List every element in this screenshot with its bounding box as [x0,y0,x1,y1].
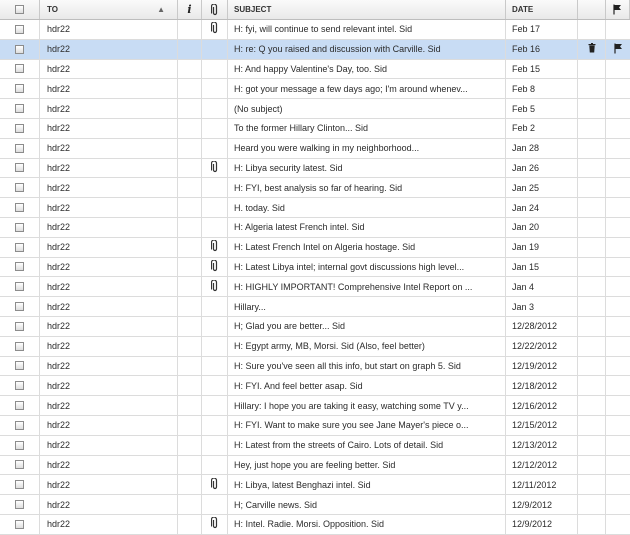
message-delete-cell [578,159,606,178]
message-date: Jan 26 [506,159,578,178]
message-info-cell [178,456,202,475]
message-date: Jan 3 [506,297,578,316]
message-date: 12/11/2012 [506,475,578,494]
message-attachment-cell [202,475,228,494]
message-delete-cell [578,357,606,376]
paperclip-icon [211,478,219,492]
message-flag-cell[interactable] [606,79,630,98]
message-delete-cell [578,337,606,356]
message-subject[interactable]: H: FYI, best analysis so far of hearing. Sid [228,178,506,197]
message-date: Jan 20 [506,218,578,237]
row-select-cell[interactable] [0,218,40,237]
message-subject[interactable]: H: Libya, latest Benghazi intel. Sid [228,475,506,494]
message-delete-cell [578,297,606,316]
message-attachment-cell [202,238,228,257]
message-row[interactable] [0,139,630,159]
message-flag-cell[interactable] [606,495,630,514]
message-attachment-cell [202,60,228,79]
message-attachment-cell [202,416,228,435]
row-checkbox[interactable] [15,203,24,212]
message-flag-cell[interactable] [606,238,630,257]
message-to: hdr22 [40,515,178,534]
row-select-cell[interactable] [0,20,40,39]
message-subject[interactable]: H: Sure you've seen all this info, but start on graph 5. Sid [228,357,506,376]
message-date: 12/16/2012 [506,396,578,415]
trash-icon[interactable] [588,43,596,55]
message-row[interactable] [0,79,630,99]
row-checkbox[interactable] [15,441,24,450]
message-row[interactable] [0,218,630,238]
select-all-cell[interactable] [0,0,40,19]
message-subject[interactable]: H: got your message a few days ago; I'm around whenev... [228,79,506,98]
row-checkbox[interactable] [15,282,24,291]
message-delete-cell [578,20,606,39]
message-row[interactable] [0,60,630,80]
message-date: 12/12/2012 [506,456,578,475]
message-attachment-cell [202,40,228,59]
message-row[interactable] [0,297,630,317]
message-attachment-cell [202,258,228,277]
message-info-cell [178,60,202,79]
message-info-cell [178,337,202,356]
info-icon: i [187,3,192,16]
row-select-cell[interactable] [0,436,40,455]
row-checkbox[interactable] [15,342,24,351]
message-rows [0,20,630,535]
message-subject[interactable]: H: Latest Libya intel; internal govt discussions high level... [228,258,506,277]
column-header-row [0,0,630,20]
message-flag-cell[interactable] [606,178,630,197]
message-delete-cell [578,238,606,257]
message-to: hdr22 [40,456,178,475]
message-attachment-cell [202,376,228,395]
message-delete-cell [578,475,606,494]
row-select-cell[interactable] [0,317,40,336]
message-flag-cell[interactable] [606,218,630,237]
message-info-cell [178,79,202,98]
column-header-to-label: TO [47,5,58,14]
message-delete-cell [578,456,606,475]
row-select-cell[interactable] [0,396,40,415]
message-attachment-cell [202,99,228,118]
message-to: hdr22 [40,178,178,197]
message-delete-cell [578,495,606,514]
message-flag-cell[interactable] [606,60,630,79]
message-subject[interactable]: Hillary: I hope you are taking it easy, watching some TV y... [228,396,506,415]
row-select-cell[interactable] [0,277,40,296]
row-select-cell[interactable] [0,99,40,118]
message-subject[interactable]: H: FYI. And feel better asap. Sid [228,376,506,395]
message-flag-cell[interactable] [606,99,630,118]
row-checkbox[interactable] [15,183,24,192]
message-subject[interactable]: H: Latest French Intel on Algeria hostage. Sid [228,238,506,257]
message-subject[interactable]: Hey, just hope you are feeling better. Sid [228,456,506,475]
column-header-subject-label: SUBJECT [234,5,272,14]
row-checkbox[interactable] [15,45,24,54]
message-flag-cell[interactable] [606,317,630,336]
message-subject[interactable]: H: Latest from the streets of Cairo. Lots of detail. Sid [228,436,506,455]
message-row[interactable] [0,337,630,357]
message-to: hdr22 [40,277,178,296]
message-info-cell [178,218,202,237]
message-flag-cell[interactable] [606,376,630,395]
message-to: hdr22 [40,396,178,415]
row-select-cell[interactable] [0,139,40,158]
column-header-info[interactable] [178,0,202,19]
message-attachment-cell [202,396,228,415]
message-info-cell [178,376,202,395]
column-header-to[interactable] [40,0,178,19]
row-checkbox[interactable] [15,124,24,133]
row-checkbox[interactable] [15,163,24,172]
message-info-cell [178,357,202,376]
row-checkbox[interactable] [15,84,24,93]
message-to: hdr22 [40,258,178,277]
message-to: hdr22 [40,238,178,257]
message-subject[interactable]: To the former Hillary Clinton... Sid [228,119,506,138]
row-checkbox[interactable] [15,25,24,34]
row-select-cell[interactable] [0,297,40,316]
message-attachment-cell [202,515,228,534]
message-row[interactable] [0,159,630,179]
column-header-flag[interactable] [606,0,630,19]
message-attachment-cell [202,119,228,138]
message-delete-cell [578,258,606,277]
message-date: Jan 28 [506,139,578,158]
paperclip-icon [211,22,219,36]
message-delete-cell [578,416,606,435]
paperclip-icon [211,240,219,254]
message-subject[interactable]: H. today. Sid [228,198,506,217]
message-row[interactable] [0,475,630,495]
message-subject[interactable]: Heard you were walking in my neighborhood... [228,139,506,158]
flag-icon[interactable] [614,43,623,56]
message-flag-cell[interactable] [606,456,630,475]
flag-icon [613,4,622,15]
message-subject[interactable]: Hillary... [228,297,506,316]
row-select-cell[interactable] [0,238,40,257]
paperclip-icon [211,280,219,294]
message-info-cell [178,40,202,59]
message-date: 12/13/2012 [506,436,578,455]
message-row[interactable] [0,178,630,198]
message-flag-cell[interactable] [606,416,630,435]
row-select-cell[interactable] [0,119,40,138]
message-date: 12/22/2012 [506,337,578,356]
message-delete-cell [578,178,606,197]
message-row[interactable] [0,456,630,476]
message-subject[interactable]: H: HIGHLY IMPORTANT! Comprehensive Intel Report on ... [228,277,506,296]
message-to: hdr22 [40,198,178,217]
message-attachment-cell [202,436,228,455]
message-info-cell [178,20,202,39]
row-select-cell[interactable] [0,60,40,79]
message-to: hdr22 [40,436,178,455]
message-info-cell [178,396,202,415]
message-subject[interactable]: H; Carville news. Sid [228,495,506,514]
message-info-cell [178,475,202,494]
message-date: Jan 24 [506,198,578,217]
message-to: hdr22 [40,99,178,118]
message-flag-cell[interactable] [606,297,630,316]
message-delete-cell [578,139,606,158]
row-checkbox[interactable] [15,500,24,509]
paperclip-icon [211,517,219,531]
message-date: 12/15/2012 [506,416,578,435]
row-select-cell[interactable] [0,198,40,217]
message-to: hdr22 [40,475,178,494]
message-info-cell [178,119,202,138]
message-flag-cell[interactable] [606,277,630,296]
row-select-cell[interactable] [0,159,40,178]
message-row[interactable] [0,20,630,40]
column-header-delete [578,0,606,19]
message-date: Jan 25 [506,178,578,197]
message-to: hdr22 [40,139,178,158]
message-row[interactable] [0,198,630,218]
message-subject[interactable]: H: Algeria latest French intel. Sid [228,218,506,237]
message-attachment-cell [202,277,228,296]
message-attachment-cell [202,20,228,39]
message-date: 12/9/2012 [506,495,578,514]
row-checkbox[interactable] [15,144,24,153]
message-flag-cell[interactable] [606,198,630,217]
message-to: hdr22 [40,159,178,178]
message-attachment-cell [202,297,228,316]
row-select-cell[interactable] [0,258,40,277]
message-row[interactable] [0,436,630,456]
message-attachment-cell [202,357,228,376]
message-date: 12/9/2012 [506,515,578,534]
row-select-cell[interactable] [0,456,40,475]
message-row[interactable] [0,99,630,119]
message-info-cell [178,436,202,455]
message-delete-cell [578,99,606,118]
message-date: Feb 17 [506,20,578,39]
row-checkbox[interactable] [15,322,24,331]
message-subject[interactable]: H: Egypt army, MB, Morsi. Sid (Also, feel better) [228,337,506,356]
message-attachment-cell [202,159,228,178]
message-to: hdr22 [40,119,178,138]
message-date: Jan 19 [506,238,578,257]
message-row[interactable] [0,258,630,278]
row-select-cell[interactable] [0,515,40,534]
row-checkbox[interactable] [15,421,24,430]
row-checkbox[interactable] [15,64,24,73]
row-select-cell[interactable] [0,357,40,376]
row-checkbox[interactable] [15,104,24,113]
message-attachment-cell [202,495,228,514]
message-row[interactable] [0,119,630,139]
row-select-cell[interactable] [0,178,40,197]
message-flag-cell[interactable] [606,40,630,59]
message-delete-cell [578,436,606,455]
row-select-cell[interactable] [0,416,40,435]
message-row[interactable] [0,40,630,60]
message-attachment-cell [202,178,228,197]
row-checkbox[interactable] [15,262,24,271]
sort-ascending-icon[interactable]: ▲ [157,5,165,14]
message-date: Feb 15 [506,60,578,79]
message-flag-cell[interactable] [606,159,630,178]
message-row[interactable] [0,416,630,436]
message-to: hdr22 [40,337,178,356]
message-to: hdr22 [40,317,178,336]
column-header-attachment[interactable] [202,0,228,19]
row-checkbox[interactable] [15,223,24,232]
message-delete-cell [578,119,606,138]
message-info-cell [178,317,202,336]
message-row[interactable] [0,396,630,416]
message-flag-cell[interactable] [606,357,630,376]
message-to: hdr22 [40,376,178,395]
message-flag-cell[interactable] [606,258,630,277]
message-info-cell [178,159,202,178]
message-info-cell [178,99,202,118]
message-subject[interactable]: H: And happy Valentine's Day, too. Sid [228,60,506,79]
row-checkbox[interactable] [15,361,24,370]
message-date: Feb 2 [506,119,578,138]
message-subject[interactable]: H: FYI. Want to make sure you see Jane Mayer's piece o... [228,416,506,435]
message-info-cell [178,139,202,158]
message-info-cell [178,277,202,296]
message-to: hdr22 [40,79,178,98]
message-subject[interactable]: H: fyi, will continue to send relevant intel. Sid [228,20,506,39]
message-date: 12/19/2012 [506,357,578,376]
message-to: hdr22 [40,20,178,39]
message-delete-cell [578,79,606,98]
message-delete-cell [578,396,606,415]
row-select-cell[interactable] [0,376,40,395]
message-date: Jan 4 [506,277,578,296]
message-attachment-cell [202,337,228,356]
message-flag-cell[interactable] [606,119,630,138]
message-attachment-cell [202,317,228,336]
message-date: Jan 15 [506,258,578,277]
message-attachment-cell [202,79,228,98]
message-delete-cell [578,376,606,395]
message-attachment-cell [202,198,228,217]
message-info-cell [178,178,202,197]
message-to: hdr22 [40,357,178,376]
message-info-cell [178,258,202,277]
message-flag-cell[interactable] [606,436,630,455]
row-select-cell[interactable] [0,337,40,356]
paperclip-icon [211,161,219,175]
message-row[interactable] [0,277,630,297]
message-date: 12/28/2012 [506,317,578,336]
message-attachment-cell [202,139,228,158]
message-delete-cell[interactable] [578,40,606,59]
message-delete-cell [578,60,606,79]
column-header-date[interactable] [506,0,578,19]
message-flag-cell[interactable] [606,396,630,415]
paperclip-icon [211,260,219,274]
message-info-cell [178,416,202,435]
message-delete-cell [578,277,606,296]
message-info-cell [178,198,202,217]
message-to: hdr22 [40,40,178,59]
message-date: 12/18/2012 [506,376,578,395]
message-to: hdr22 [40,297,178,316]
row-checkbox[interactable] [15,520,24,529]
message-flag-cell[interactable] [606,20,630,39]
message-delete-cell [578,198,606,217]
column-header-subject[interactable] [228,0,506,19]
message-info-cell [178,515,202,534]
row-select-cell[interactable] [0,495,40,514]
message-row[interactable] [0,515,630,535]
row-checkbox[interactable] [15,302,24,311]
row-select-cell[interactable] [0,475,40,494]
message-date: Feb 16 [506,40,578,59]
message-info-cell [178,238,202,257]
message-row[interactable] [0,376,630,396]
message-row[interactable] [0,238,630,258]
row-checkbox[interactable] [15,401,24,410]
row-select-cell[interactable] [0,79,40,98]
message-subject[interactable]: H: Libya security latest. Sid [228,159,506,178]
message-delete-cell [578,515,606,534]
message-delete-cell [578,317,606,336]
message-subject[interactable]: H; Glad you are better... Sid [228,317,506,336]
message-flag-cell[interactable] [606,337,630,356]
row-select-cell[interactable] [0,40,40,59]
message-info-cell [178,297,202,316]
message-date: Feb 5 [506,99,578,118]
message-to: hdr22 [40,60,178,79]
column-header-date-label: DATE [512,5,534,14]
message-to: hdr22 [40,416,178,435]
row-checkbox[interactable] [15,480,24,489]
row-checkbox[interactable] [15,381,24,390]
message-to: hdr22 [40,495,178,514]
select-all-checkbox[interactable] [15,5,24,14]
row-checkbox[interactable] [15,460,24,469]
message-delete-cell [578,218,606,237]
message-attachment-cell [202,456,228,475]
message-flag-cell[interactable] [606,515,630,534]
message-flag-cell[interactable] [606,139,630,158]
row-checkbox[interactable] [15,243,24,252]
message-subject[interactable]: H: Intel. Radie. Morsi. Opposition. Sid [228,515,506,534]
message-attachment-cell [202,218,228,237]
message-row[interactable] [0,495,630,515]
message-row[interactable] [0,317,630,337]
message-info-cell [178,495,202,514]
message-subject[interactable]: H: re: Q you raised and discussion with Carville. Sid [228,40,506,59]
message-row[interactable] [0,357,630,377]
message-to: hdr22 [40,218,178,237]
message-date: Feb 8 [506,79,578,98]
message-flag-cell[interactable] [606,475,630,494]
message-subject[interactable]: (No subject) [228,99,506,118]
paperclip-icon [211,4,219,16]
